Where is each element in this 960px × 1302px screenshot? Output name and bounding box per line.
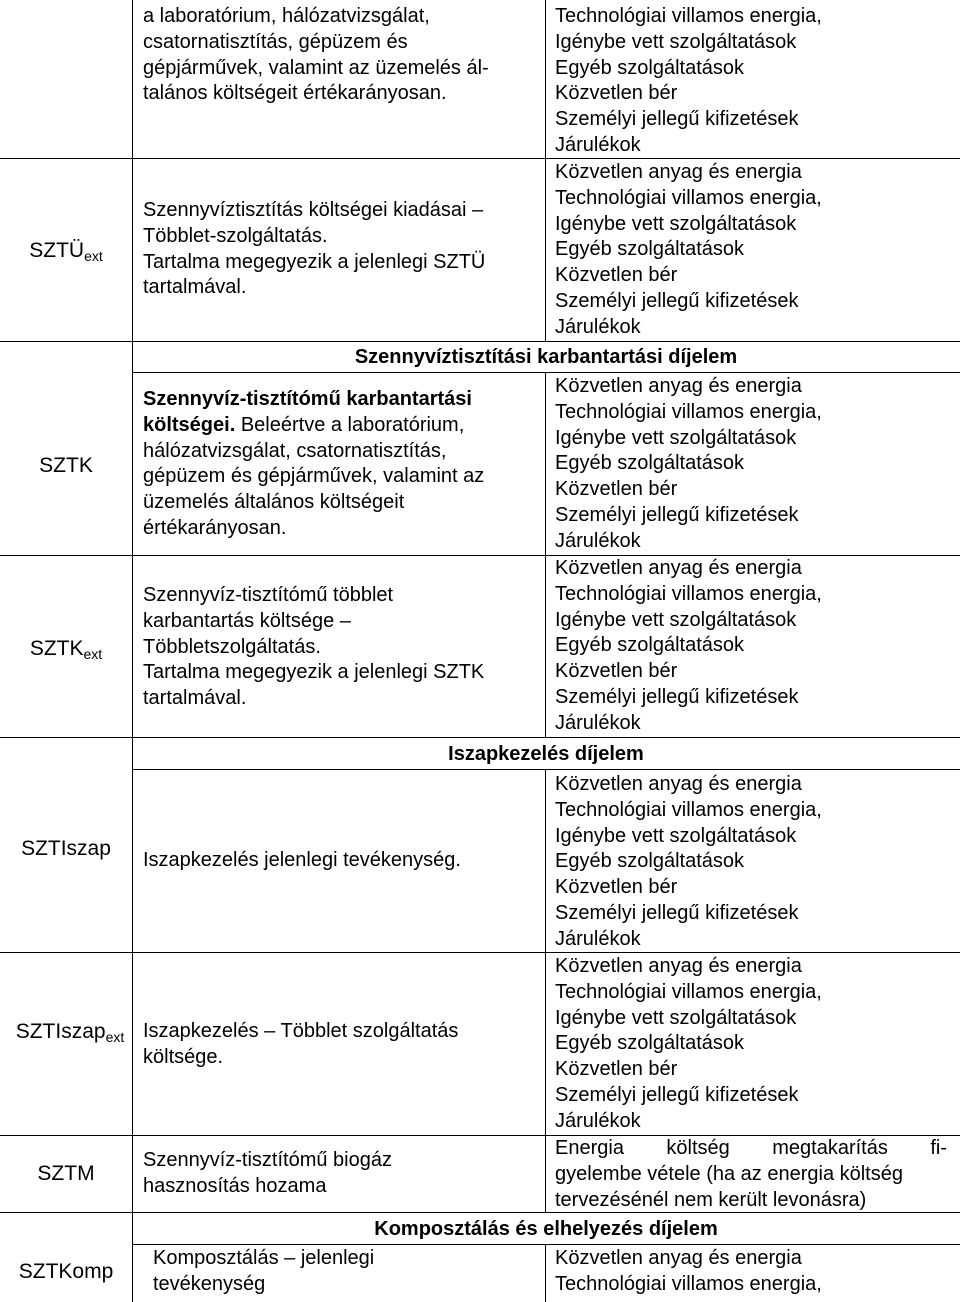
row-code-sztiszap: SZTIszap	[21, 837, 111, 860]
rule	[132, 0, 133, 1302]
rule	[132, 372, 960, 373]
rule	[545, 769, 546, 1212]
cost-list: Közvetlen anyag és energia Technológiai villamos energia,	[555, 1247, 822, 1295]
row-description: Szennyvíz-tisztítómű biogáz hasznosítás hozama	[143, 1149, 392, 1197]
row-code-sztkomp: SZTKomp	[18, 1260, 114, 1283]
rule	[0, 341, 960, 342]
section-header: Szennyvíztisztítási karbantartási díjelem	[354, 346, 738, 368]
cost-list: Közvetlen anyag és energia Technológiai villamos energia, Igénybe vett szolgáltatások Egyéb szolgáltatások Közvetlen bér Személyi jellegű kifizetések Járulékok	[555, 773, 822, 950]
cost-list: Közvetlen anyag és energia Technológiai villamos energia, Igénybe vett szolgáltatások Egyéb szolgáltatások Közvetlen bér Személyi jellegű kifizetések Járulékok	[555, 557, 822, 734]
row-code-sztk: SZTK	[39, 454, 93, 477]
row-code-szt-ext: $SZTÜ_{ext}$	[29, 239, 103, 264]
section-header: Iszapkezelés díjelem	[448, 743, 644, 765]
row-description: Komposztálás – jelenlegi tevékenység	[153, 1247, 375, 1295]
row-description: Szennyvíz-tisztítómű többlet karbantartás költsége – Többletszolgáltatás. Tartalma megegyezik a jelenlegi SZTK tartalmával.	[143, 584, 485, 710]
rule	[132, 769, 960, 770]
cost-list: Közvetlen anyag és energia Technológiai villamos energia, Igénybe vett szolgáltatások Egyéb szolgáltatások Közvetlen bér Személyi jellegű kifizetések Járulékok	[555, 375, 822, 552]
cost-list: Közvetlen anyag és energia Technológiai villamos energia, Igénybe vett szolgáltatások Egyéb szolgáltatások Közvetlen bér Személyi jellegű kifizetések Járulékok	[555, 161, 822, 338]
row-code-sztk-ext: $SZTK_{ext}$	[29, 637, 103, 662]
row-code-sztiszap-ext: SZTIszap$_{ext}$	[15, 1020, 125, 1045]
rule	[545, 372, 546, 737]
row0-description: a laboratórium, hálózatvizsgálat, csatornatisztítás, gépüzem és gépjárművek, valamint az üzemelés ál- talános költségeit értékarányosan.	[143, 5, 489, 105]
row-description: Iszapkezelés jelenlegi tevékenység.	[143, 849, 461, 871]
rule	[0, 737, 960, 738]
rule	[545, 0, 546, 341]
section-header: Komposztálás és elhelyezés díjelem	[374, 1218, 718, 1240]
row-description: Szennyvíz-tisztítómű karbantartási költségei. Beleértve a laboratórium, hálózatvizsgálat, csatornatisztítás, gépüzem és gépjárművek, valamint az üzemelés általános költségeit értékarányosan.	[143, 388, 485, 539]
row-description: Iszapkezelés – Többlet szolgáltatás költsége.	[143, 1020, 459, 1068]
row-sztm-note: Energia költség megtakarítás fi- gyelembe vétele (ha az energia költség tervezésénél nem került levonásra)	[555, 1137, 947, 1211]
row0-cost-list: Technológiai villamos energia, Igénybe vett szolgáltatások Egyéb szolgáltatások Közvetlen bér Személyi jellegű kifizetések Járulékok	[555, 5, 822, 156]
row-code-sztm: SZTM	[37, 1162, 95, 1185]
row-description: Szennyvíztisztítás költségei kiadásai – Többlet-szolgáltatás. Tartalma megegyezik a jelenlegi SZTÜ tartalmával.	[143, 199, 486, 299]
rule	[132, 1244, 960, 1245]
rule	[545, 1244, 546, 1302]
cost-list: Közvetlen anyag és energia Technológiai villamos energia, Igénybe vett szolgáltatások Egyéb szolgáltatások Közvetlen bér Személyi jellegű kifizetések Járulékok	[555, 955, 822, 1132]
